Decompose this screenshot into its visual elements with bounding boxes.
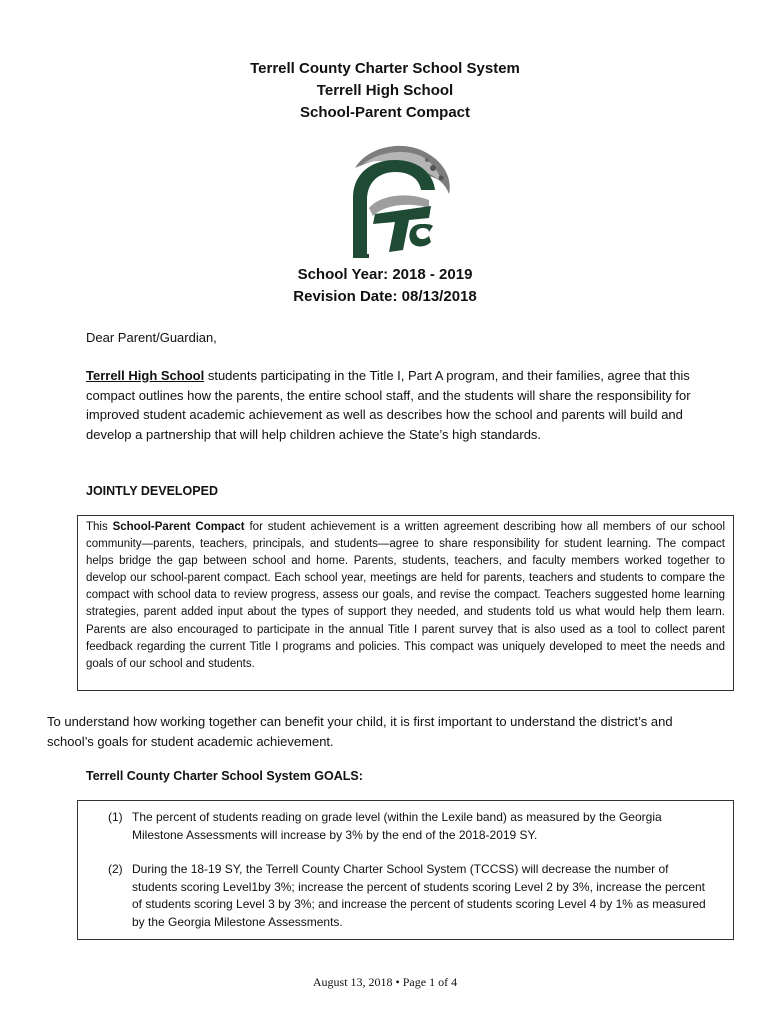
- intro-paragraph: [86, 366, 706, 444]
- district-name: Terrell County Charter School System: [250, 60, 520, 77]
- goals-heading: Terrell County Charter School System GOALS:: [86, 769, 363, 783]
- jointly-developed-box: [77, 515, 734, 691]
- school-name: Terrell High School: [316, 82, 454, 99]
- document-title: [0, 58, 770, 124]
- jointly-body: for student achievement is a written agreement describing how all members of our school community—parents, teachers, principals, and students—agree to share responsibility for student learning. The compact helps bridge the gap between school and home. Parents, students, teachers, and faculty members worked together to develop our school-parent compact. Each school year, meetings are held for parents, teachers and students to compare the compact with school data to review progress, assess our goals, and revise the compact. Teachers suggested home learning strategies, parent added input about the types of support they needed, and students told us what would help them learn. Parents are also encouraged to participate in the annual Title I parent survey that is also used as a tool to collect parent feedback regarding the current Title I programs and policies. This compact was uniquely developed to meet the needs and goals of our school and students.: [86, 521, 726, 670]
- jointly-prefix: This: [86, 521, 113, 533]
- greeting: Dear Parent/Guardian,: [86, 330, 217, 345]
- goal-number: (1): [108, 810, 123, 824]
- goals-box: [77, 800, 734, 940]
- jointly-developed-text: [86, 519, 725, 673]
- compact-title: School-Parent Compact: [299, 104, 471, 121]
- page-footer: August 13, 2018 • Page 1 of 4: [312, 975, 458, 989]
- goal-item: [108, 809, 708, 844]
- revision-date: Revision Date: 08/13/2018: [293, 288, 477, 305]
- school-year-block: [0, 264, 770, 308]
- school-logo-icon: [333, 138, 458, 263]
- jointly-developed-heading: JOINTLY DEVELOPED: [86, 484, 218, 498]
- goal-number: (2): [108, 862, 123, 876]
- school-year: School Year: 2018 - 2019: [297, 266, 473, 283]
- goal-text: During the 18-19 SY, the Terrell County Charter School System (TCCSS) will decrease the number of students scoring Level1by 3%; increase the percent of students scoring Level 2 by 3%, increase the percent of students scoring Level 3 by 3%; and increase the percent of students scoring Level 4 by 1% as measured by the Georgia Milestone Assessments.: [132, 862, 706, 929]
- intro-text: students participating in the Title I, Part A program, and their families, agree that this compact outlines how the parents, the entire school staff, and the students will share the responsibility for improved student academic achievement as well as describes how the school and parents will build and develop a partnership that will help children achieve the State’s high standards.: [86, 368, 691, 442]
- goal-item: [108, 861, 708, 931]
- understand-paragraph: To understand how working together can benefit your child, it is first important to understand the district’s and school’s goals for student academic achievement.: [47, 714, 673, 749]
- jointly-bold-term: School-Parent Compact: [112, 521, 245, 533]
- goal-text: The percent of students reading on grade level (within the Lexile band) as measured by the Georgia Milestone Assessments will increase by 3% by the end of the 2018-2019 SY.: [132, 810, 662, 842]
- intro-school-name: Terrell High School: [86, 368, 205, 383]
